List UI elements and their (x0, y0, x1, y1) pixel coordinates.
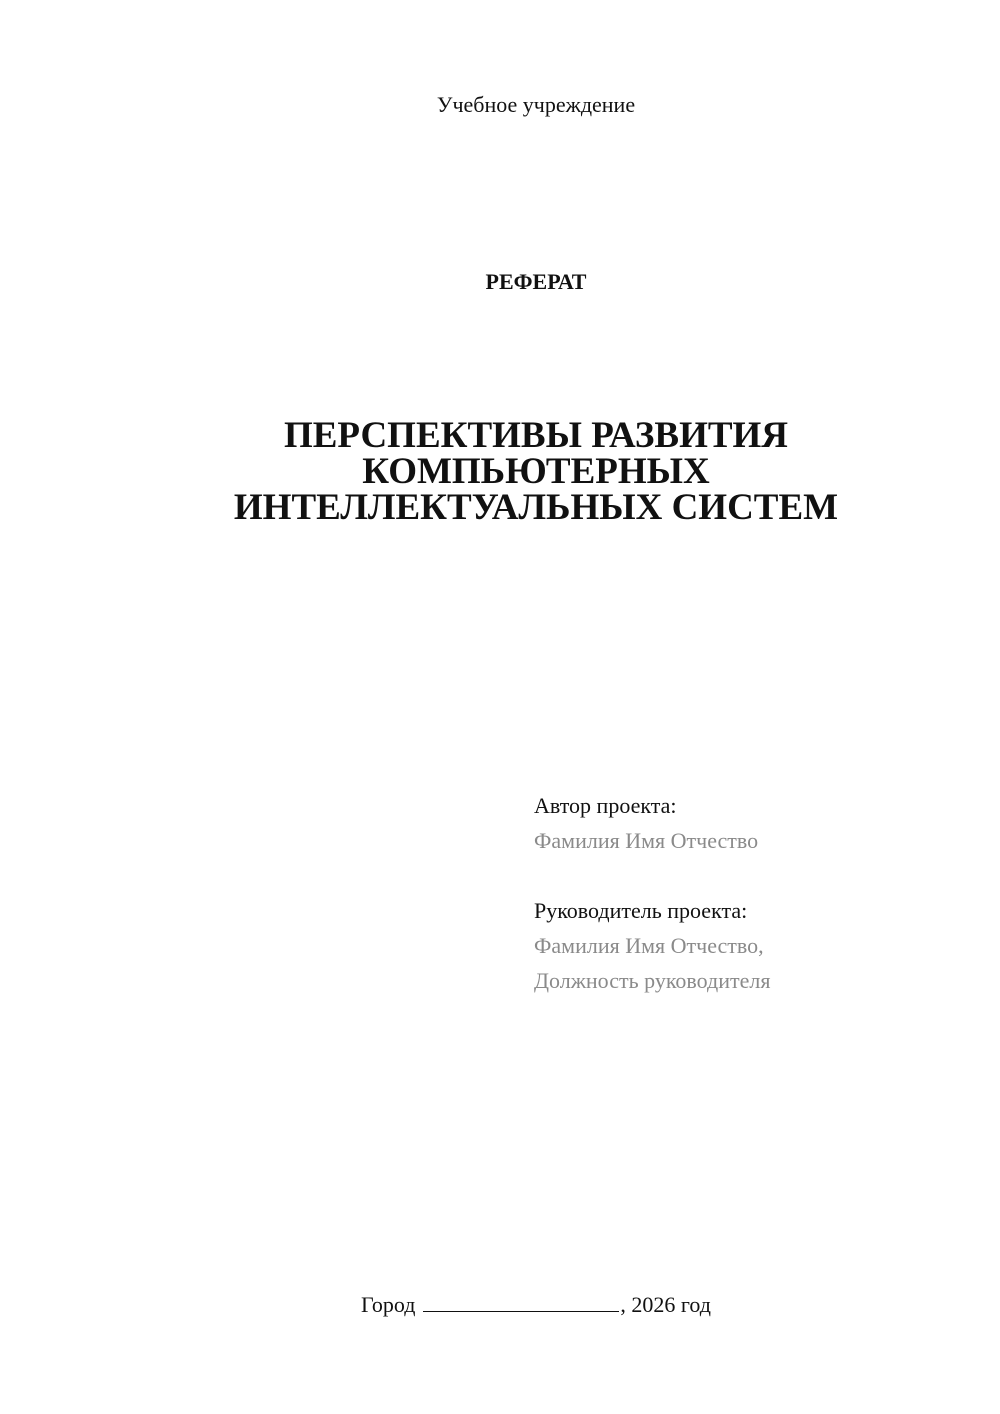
year-text: , 2026 год (620, 1292, 711, 1317)
city-blank-line (423, 1291, 619, 1312)
supervisor-name: Фамилия Имя Отчество, (534, 933, 764, 958)
credits-block (534, 788, 770, 998)
city-label: Город (361, 1292, 416, 1317)
document-type: РЕФЕРАТ (485, 269, 587, 294)
institution-name: Учебное учреждение (436, 92, 636, 117)
author-label: Автор проекта: (534, 793, 677, 818)
title-line-2: КОМПЬЮТЕРНЫХ (362, 451, 710, 492)
credits-spacer (534, 858, 770, 893)
title-line-3: ИНТЕЛЛЕКТУАЛЬНЫХ СИСТЕМ (233, 487, 839, 528)
title-line-1: ПЕРСПЕКТИВЫ РАЗВИТИЯ (283, 415, 789, 456)
supervisor-position: Должность руководителя (534, 968, 771, 993)
author-name: Фамилия Имя Отчество (534, 828, 759, 853)
supervisor-label: Руководитель проекта: (534, 898, 748, 923)
document-title (0, 415, 1000, 528)
city-year-line (0, 1290, 1000, 1320)
